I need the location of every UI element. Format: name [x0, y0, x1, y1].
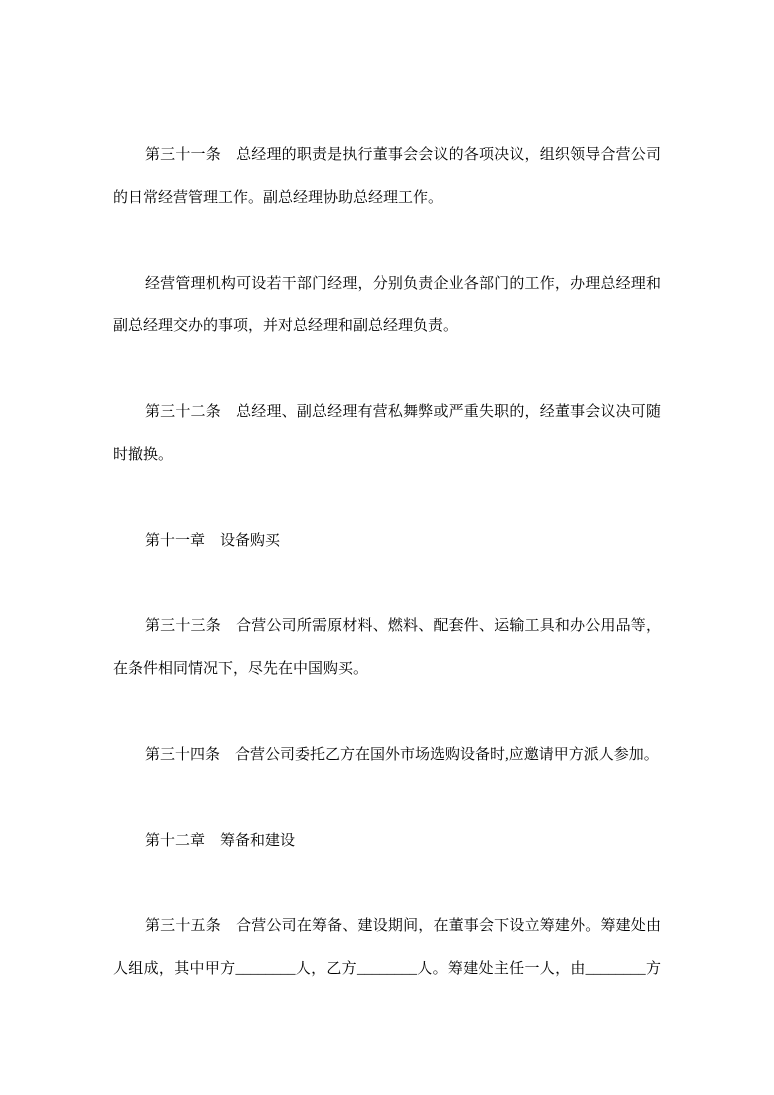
document-body [113, 134, 661, 1034]
paragraph-line: 第三十三条 合营公司所需原材料、燃料、配套件、运输工具和办公用品等， [145, 618, 661, 635]
paragraph-line: 第三十二条 总经理、副总经理有营私舞弊或严重失职的，经董事会议决可随 [145, 404, 661, 421]
paragraph-line: 在条件相同情况下，尽先在中国购买。 [113, 661, 369, 678]
paragraph-line: 副总经理交办的事项，并对总经理和副总经理负责。 [113, 318, 459, 335]
paragraph-line: 经营管理机构可设若干部门经理，分别负责企业各部门的工作，办理总经理和 [145, 275, 661, 292]
article-33 [113, 605, 661, 691]
chapter-heading: 第十二章 筹备和建设 [145, 832, 296, 849]
chapter-11-heading [113, 520, 661, 563]
paragraph-line: 的日常经营管理工作。副总经理协助总经理工作。 [113, 189, 444, 206]
chapter-12-heading [113, 820, 661, 863]
paragraph-line: 人组成，其中甲方________人，乙方________人。筹建处主任一人，由________方 [113, 961, 661, 978]
article-32 [113, 391, 661, 477]
chapter-heading: 第十一章 设备购买 [145, 532, 281, 549]
article-34 [113, 734, 661, 777]
article-35 [113, 905, 661, 991]
article-31 [113, 134, 661, 220]
paragraph-line: 第三十五条 合营公司在筹备、建设期间，在董事会下设立筹建外。筹建处由 [145, 918, 661, 935]
paragraph-line: 时撤换。 [113, 446, 174, 463]
paragraph-line: 第三十四条 合营公司委托乙方在国外市场选购设备时,应邀请甲方派人参加。 [145, 746, 659, 763]
paragraph-line: 第三十一条 总经理的职责是执行董事会会议的各项决议，组织领导合营公司 [145, 147, 661, 163]
article-31-management-paragraph [113, 263, 661, 349]
